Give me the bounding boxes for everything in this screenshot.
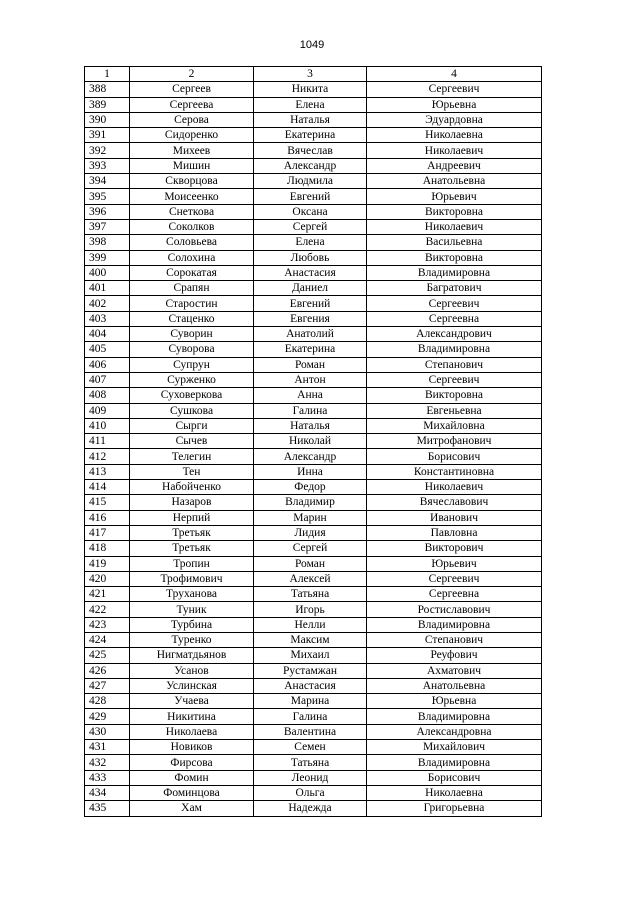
first-name-cell: Анастасия xyxy=(254,678,367,693)
surname-cell: Старостин xyxy=(130,296,254,311)
patronymic-cell: Александровна xyxy=(367,724,542,739)
first-name-cell: Николай xyxy=(254,434,367,449)
first-name-cell: Семен xyxy=(254,740,367,755)
surname-cell: Тропин xyxy=(130,556,254,571)
table-row xyxy=(85,204,542,219)
table-row xyxy=(85,632,542,647)
table-row xyxy=(85,617,542,632)
surname-cell: Срапян xyxy=(130,281,254,296)
first-name-cell: Евгений xyxy=(254,296,367,311)
first-name-cell: Евгений xyxy=(254,189,367,204)
row-number-cell: 409 xyxy=(85,403,130,418)
patronymic-cell: Реуфович xyxy=(367,648,542,663)
patronymic-cell: Павловна xyxy=(367,525,542,540)
patronymic-cell: Митрофанович xyxy=(367,434,542,449)
row-number-cell: 391 xyxy=(85,128,130,143)
row-number-cell: 397 xyxy=(85,219,130,234)
patronymic-cell: Викторовна xyxy=(367,204,542,219)
row-number-cell: 410 xyxy=(85,418,130,433)
table-row xyxy=(85,296,542,311)
surname-cell: Суворин xyxy=(130,327,254,342)
patronymic-cell: Сергеевна xyxy=(367,587,542,602)
patronymic-cell: Васильевна xyxy=(367,235,542,250)
surname-cell: Хам xyxy=(130,801,254,816)
row-number-cell: 395 xyxy=(85,189,130,204)
patronymic-cell: Владимировна xyxy=(367,617,542,632)
table-row xyxy=(85,342,542,357)
first-name-cell: Анна xyxy=(254,388,367,403)
first-name-cell: Максим xyxy=(254,632,367,647)
patronymic-cell: Викторовна xyxy=(367,250,542,265)
names-table-body xyxy=(85,67,542,817)
surname-cell: Фоминцова xyxy=(130,785,254,800)
surname-cell: Соловьева xyxy=(130,235,254,250)
patronymic-cell: Андреевич xyxy=(367,158,542,173)
first-name-cell: Антон xyxy=(254,372,367,387)
surname-cell: Туник xyxy=(130,602,254,617)
surname-cell: Сушкова xyxy=(130,403,254,418)
patronymic-cell: Юрьевич xyxy=(367,189,542,204)
surname-cell: Нерпий xyxy=(130,510,254,525)
surname-cell: Сычев xyxy=(130,434,254,449)
surname-cell: Фирсова xyxy=(130,755,254,770)
surname-cell: Мишин xyxy=(130,158,254,173)
row-number-cell: 393 xyxy=(85,158,130,173)
surname-cell: Снеткова xyxy=(130,204,254,219)
patronymic-cell: Вячеславович xyxy=(367,495,542,510)
row-number-cell: 406 xyxy=(85,357,130,372)
row-number-cell: 413 xyxy=(85,464,130,479)
surname-cell: Третьяк xyxy=(130,525,254,540)
row-number-cell: 404 xyxy=(85,327,130,342)
patronymic-cell: Сергеевич xyxy=(367,296,542,311)
first-name-cell: Анастасия xyxy=(254,265,367,280)
table-row xyxy=(85,464,542,479)
surname-cell: Третьяк xyxy=(130,541,254,556)
table-row xyxy=(85,724,542,739)
first-name-cell: Галина xyxy=(254,709,367,724)
row-number-cell: 399 xyxy=(85,250,130,265)
row-number-cell: 415 xyxy=(85,495,130,510)
table-row xyxy=(85,372,542,387)
table-row xyxy=(85,143,542,158)
first-name-cell: Александр xyxy=(254,158,367,173)
table-row xyxy=(85,571,542,586)
first-name-cell: Александр xyxy=(254,449,367,464)
row-number-cell: 426 xyxy=(85,663,130,678)
surname-cell: Сидоренко xyxy=(130,128,254,143)
table-row xyxy=(85,785,542,800)
patronymic-cell: Николаевич xyxy=(367,143,542,158)
row-number-cell: 425 xyxy=(85,648,130,663)
patronymic-cell: Александрович xyxy=(367,327,542,342)
row-number-cell: 416 xyxy=(85,510,130,525)
row-number-cell: 405 xyxy=(85,342,130,357)
table-row xyxy=(85,174,542,189)
table-row xyxy=(85,510,542,525)
row-number-cell: 388 xyxy=(85,82,130,97)
first-name-cell: Марина xyxy=(254,694,367,709)
table-row xyxy=(85,495,542,510)
row-number-cell: 400 xyxy=(85,265,130,280)
first-name-cell: Роман xyxy=(254,357,367,372)
table-row xyxy=(85,770,542,785)
table-row xyxy=(85,755,542,770)
first-name-cell: Галина xyxy=(254,403,367,418)
table-row xyxy=(85,128,542,143)
surname-cell: Сырги xyxy=(130,418,254,433)
table-row xyxy=(85,418,542,433)
first-name-cell: Вячеслав xyxy=(254,143,367,158)
first-name-cell: Ольга xyxy=(254,785,367,800)
first-name-cell: Алексей xyxy=(254,571,367,586)
table-row xyxy=(85,403,542,418)
table-row xyxy=(85,434,542,449)
patronymic-cell: Юрьевна xyxy=(367,97,542,112)
row-number-cell: 431 xyxy=(85,740,130,755)
patronymic-cell: Владимировна xyxy=(367,755,542,770)
row-number-cell: 430 xyxy=(85,724,130,739)
row-number-cell: 432 xyxy=(85,755,130,770)
first-name-cell: Рустамжан xyxy=(254,663,367,678)
row-number-cell: 402 xyxy=(85,296,130,311)
first-name-cell: Роман xyxy=(254,556,367,571)
table-row xyxy=(85,189,542,204)
table-row xyxy=(85,556,542,571)
first-name-cell: Игорь xyxy=(254,602,367,617)
row-number-cell: 403 xyxy=(85,311,130,326)
patronymic-cell: Михайлович xyxy=(367,740,542,755)
patronymic-cell: Ростиславович xyxy=(367,602,542,617)
surname-cell: Туренко xyxy=(130,632,254,647)
header-cell: 1 xyxy=(85,67,130,82)
first-name-cell: Федор xyxy=(254,480,367,495)
table-row xyxy=(85,158,542,173)
surname-cell: Новиков xyxy=(130,740,254,755)
row-number-cell: 424 xyxy=(85,632,130,647)
table-header-row xyxy=(85,67,542,82)
row-number-cell: 421 xyxy=(85,587,130,602)
surname-cell: Назаров xyxy=(130,495,254,510)
row-number-cell: 434 xyxy=(85,785,130,800)
surname-cell: Нигматдьянов xyxy=(130,648,254,663)
row-number-cell: 435 xyxy=(85,801,130,816)
row-number-cell: 411 xyxy=(85,434,130,449)
row-number-cell: 429 xyxy=(85,709,130,724)
table-row xyxy=(85,480,542,495)
surname-cell: Усанов xyxy=(130,663,254,678)
first-name-cell: Анатолий xyxy=(254,327,367,342)
table-row xyxy=(85,311,542,326)
table-row xyxy=(85,219,542,234)
surname-cell: Набойченко xyxy=(130,480,254,495)
row-number-cell: 427 xyxy=(85,678,130,693)
patronymic-cell: Викторовна xyxy=(367,388,542,403)
table-row xyxy=(85,327,542,342)
table-row xyxy=(85,449,542,464)
header-cell: 4 xyxy=(367,67,542,82)
patronymic-cell: Иванович xyxy=(367,510,542,525)
row-number-cell: 433 xyxy=(85,770,130,785)
patronymic-cell: Ахматович xyxy=(367,663,542,678)
first-name-cell: Марин xyxy=(254,510,367,525)
first-name-cell: Елена xyxy=(254,97,367,112)
row-number-cell: 396 xyxy=(85,204,130,219)
surname-cell: Сергеева xyxy=(130,97,254,112)
patronymic-cell: Николаевич xyxy=(367,219,542,234)
surname-cell: Фомин xyxy=(130,770,254,785)
patronymic-cell: Николаевна xyxy=(367,785,542,800)
table-row xyxy=(85,602,542,617)
page-number: 1049 xyxy=(299,39,325,51)
patronymic-cell: Багратович xyxy=(367,281,542,296)
surname-cell: Солохина xyxy=(130,250,254,265)
first-name-cell: Евгения xyxy=(254,311,367,326)
patronymic-cell: Борисович xyxy=(367,449,542,464)
surname-cell: Учаева xyxy=(130,694,254,709)
surname-cell: Сорокатая xyxy=(130,265,254,280)
first-name-cell: Екатерина xyxy=(254,128,367,143)
surname-cell: Суворова xyxy=(130,342,254,357)
patronymic-cell: Владимировна xyxy=(367,709,542,724)
patronymic-cell: Степанович xyxy=(367,632,542,647)
table-row xyxy=(85,709,542,724)
surname-cell: Скворцова xyxy=(130,174,254,189)
table-row xyxy=(85,648,542,663)
surname-cell: Супрун xyxy=(130,357,254,372)
first-name-cell: Михаил xyxy=(254,648,367,663)
first-name-cell: Татьяна xyxy=(254,587,367,602)
table-row xyxy=(85,388,542,403)
table-row xyxy=(85,740,542,755)
patronymic-cell: Михайловна xyxy=(367,418,542,433)
patronymic-cell: Владимировна xyxy=(367,342,542,357)
table-row xyxy=(85,587,542,602)
patronymic-cell: Григорьевна xyxy=(367,801,542,816)
first-name-cell: Никита xyxy=(254,82,367,97)
table-row xyxy=(85,235,542,250)
surname-cell: Турбина xyxy=(130,617,254,632)
surname-cell: Николаева xyxy=(130,724,254,739)
table-row xyxy=(85,281,542,296)
table-row xyxy=(85,694,542,709)
table-row xyxy=(85,801,542,816)
surname-cell: Труханова xyxy=(130,587,254,602)
row-number-cell: 407 xyxy=(85,372,130,387)
patronymic-cell: Юрьевна xyxy=(367,694,542,709)
row-number-cell: 419 xyxy=(85,556,130,571)
patronymic-cell: Юрьевич xyxy=(367,556,542,571)
patronymic-cell: Сергеевич xyxy=(367,372,542,387)
row-number-cell: 390 xyxy=(85,112,130,127)
patronymic-cell: Анатольевна xyxy=(367,174,542,189)
patronymic-cell: Анатольевна xyxy=(367,678,542,693)
surname-cell: Телегин xyxy=(130,449,254,464)
surname-cell: Никитина xyxy=(130,709,254,724)
first-name-cell: Даниел xyxy=(254,281,367,296)
first-name-cell: Оксана xyxy=(254,204,367,219)
patronymic-cell: Викторович xyxy=(367,541,542,556)
header-cell: 2 xyxy=(130,67,254,82)
first-name-cell: Екатерина xyxy=(254,342,367,357)
table-row xyxy=(85,541,542,556)
surname-cell: Услинская xyxy=(130,678,254,693)
table-row xyxy=(85,663,542,678)
first-name-cell: Наталья xyxy=(254,112,367,127)
table-row xyxy=(85,678,542,693)
first-name-cell: Татьяна xyxy=(254,755,367,770)
surname-cell: Михеев xyxy=(130,143,254,158)
first-name-cell: Наталья xyxy=(254,418,367,433)
first-name-cell: Инна xyxy=(254,464,367,479)
surname-cell: Сурженко xyxy=(130,372,254,387)
table-row xyxy=(85,357,542,372)
table-row xyxy=(85,525,542,540)
patronymic-cell: Николаевна xyxy=(367,128,542,143)
surname-cell: Стаценко xyxy=(130,311,254,326)
patronymic-cell: Сергеевич xyxy=(367,571,542,586)
row-number-cell: 414 xyxy=(85,480,130,495)
first-name-cell: Нелли xyxy=(254,617,367,632)
first-name-cell: Сергей xyxy=(254,541,367,556)
first-name-cell: Лидия xyxy=(254,525,367,540)
row-number-cell: 412 xyxy=(85,449,130,464)
row-number-cell: 428 xyxy=(85,694,130,709)
patronymic-cell: Борисович xyxy=(367,770,542,785)
header-cell: 3 xyxy=(254,67,367,82)
row-number-cell: 418 xyxy=(85,541,130,556)
table-row xyxy=(85,250,542,265)
patronymic-cell: Сергеевич xyxy=(367,82,542,97)
row-number-cell: 389 xyxy=(85,97,130,112)
surname-cell: Сергеев xyxy=(130,82,254,97)
row-number-cell: 422 xyxy=(85,602,130,617)
row-number-cell: 420 xyxy=(85,571,130,586)
surname-cell: Моисеенко xyxy=(130,189,254,204)
first-name-cell: Валентина xyxy=(254,724,367,739)
surname-cell: Трофимович xyxy=(130,571,254,586)
first-name-cell: Надежда xyxy=(254,801,367,816)
row-number-cell: 417 xyxy=(85,525,130,540)
row-number-cell: 401 xyxy=(85,281,130,296)
patronymic-cell: Степанович xyxy=(367,357,542,372)
surname-cell: Серова xyxy=(130,112,254,127)
surname-cell: Суховеркова xyxy=(130,388,254,403)
first-name-cell: Владимир xyxy=(254,495,367,510)
patronymic-cell: Сергеевна xyxy=(367,311,542,326)
first-name-cell: Сергей xyxy=(254,219,367,234)
table-row xyxy=(85,82,542,97)
patronymic-cell: Владимировна xyxy=(367,265,542,280)
surname-cell: Тен xyxy=(130,464,254,479)
row-number-cell: 408 xyxy=(85,388,130,403)
table-row xyxy=(85,112,542,127)
patronymic-cell: Евгеньевна xyxy=(367,403,542,418)
row-number-cell: 394 xyxy=(85,174,130,189)
patronymic-cell: Эдуардовна xyxy=(367,112,542,127)
names-table xyxy=(84,66,542,817)
patronymic-cell: Николаевич xyxy=(367,480,542,495)
table-row xyxy=(85,97,542,112)
row-number-cell: 398 xyxy=(85,235,130,250)
surname-cell: Соколков xyxy=(130,219,254,234)
first-name-cell: Елена xyxy=(254,235,367,250)
table-row xyxy=(85,265,542,280)
first-name-cell: Людмила xyxy=(254,174,367,189)
first-name-cell: Леонид xyxy=(254,770,367,785)
row-number-cell: 392 xyxy=(85,143,130,158)
row-number-cell: 423 xyxy=(85,617,130,632)
first-name-cell: Любовь xyxy=(254,250,367,265)
patronymic-cell: Константиновна xyxy=(367,464,542,479)
